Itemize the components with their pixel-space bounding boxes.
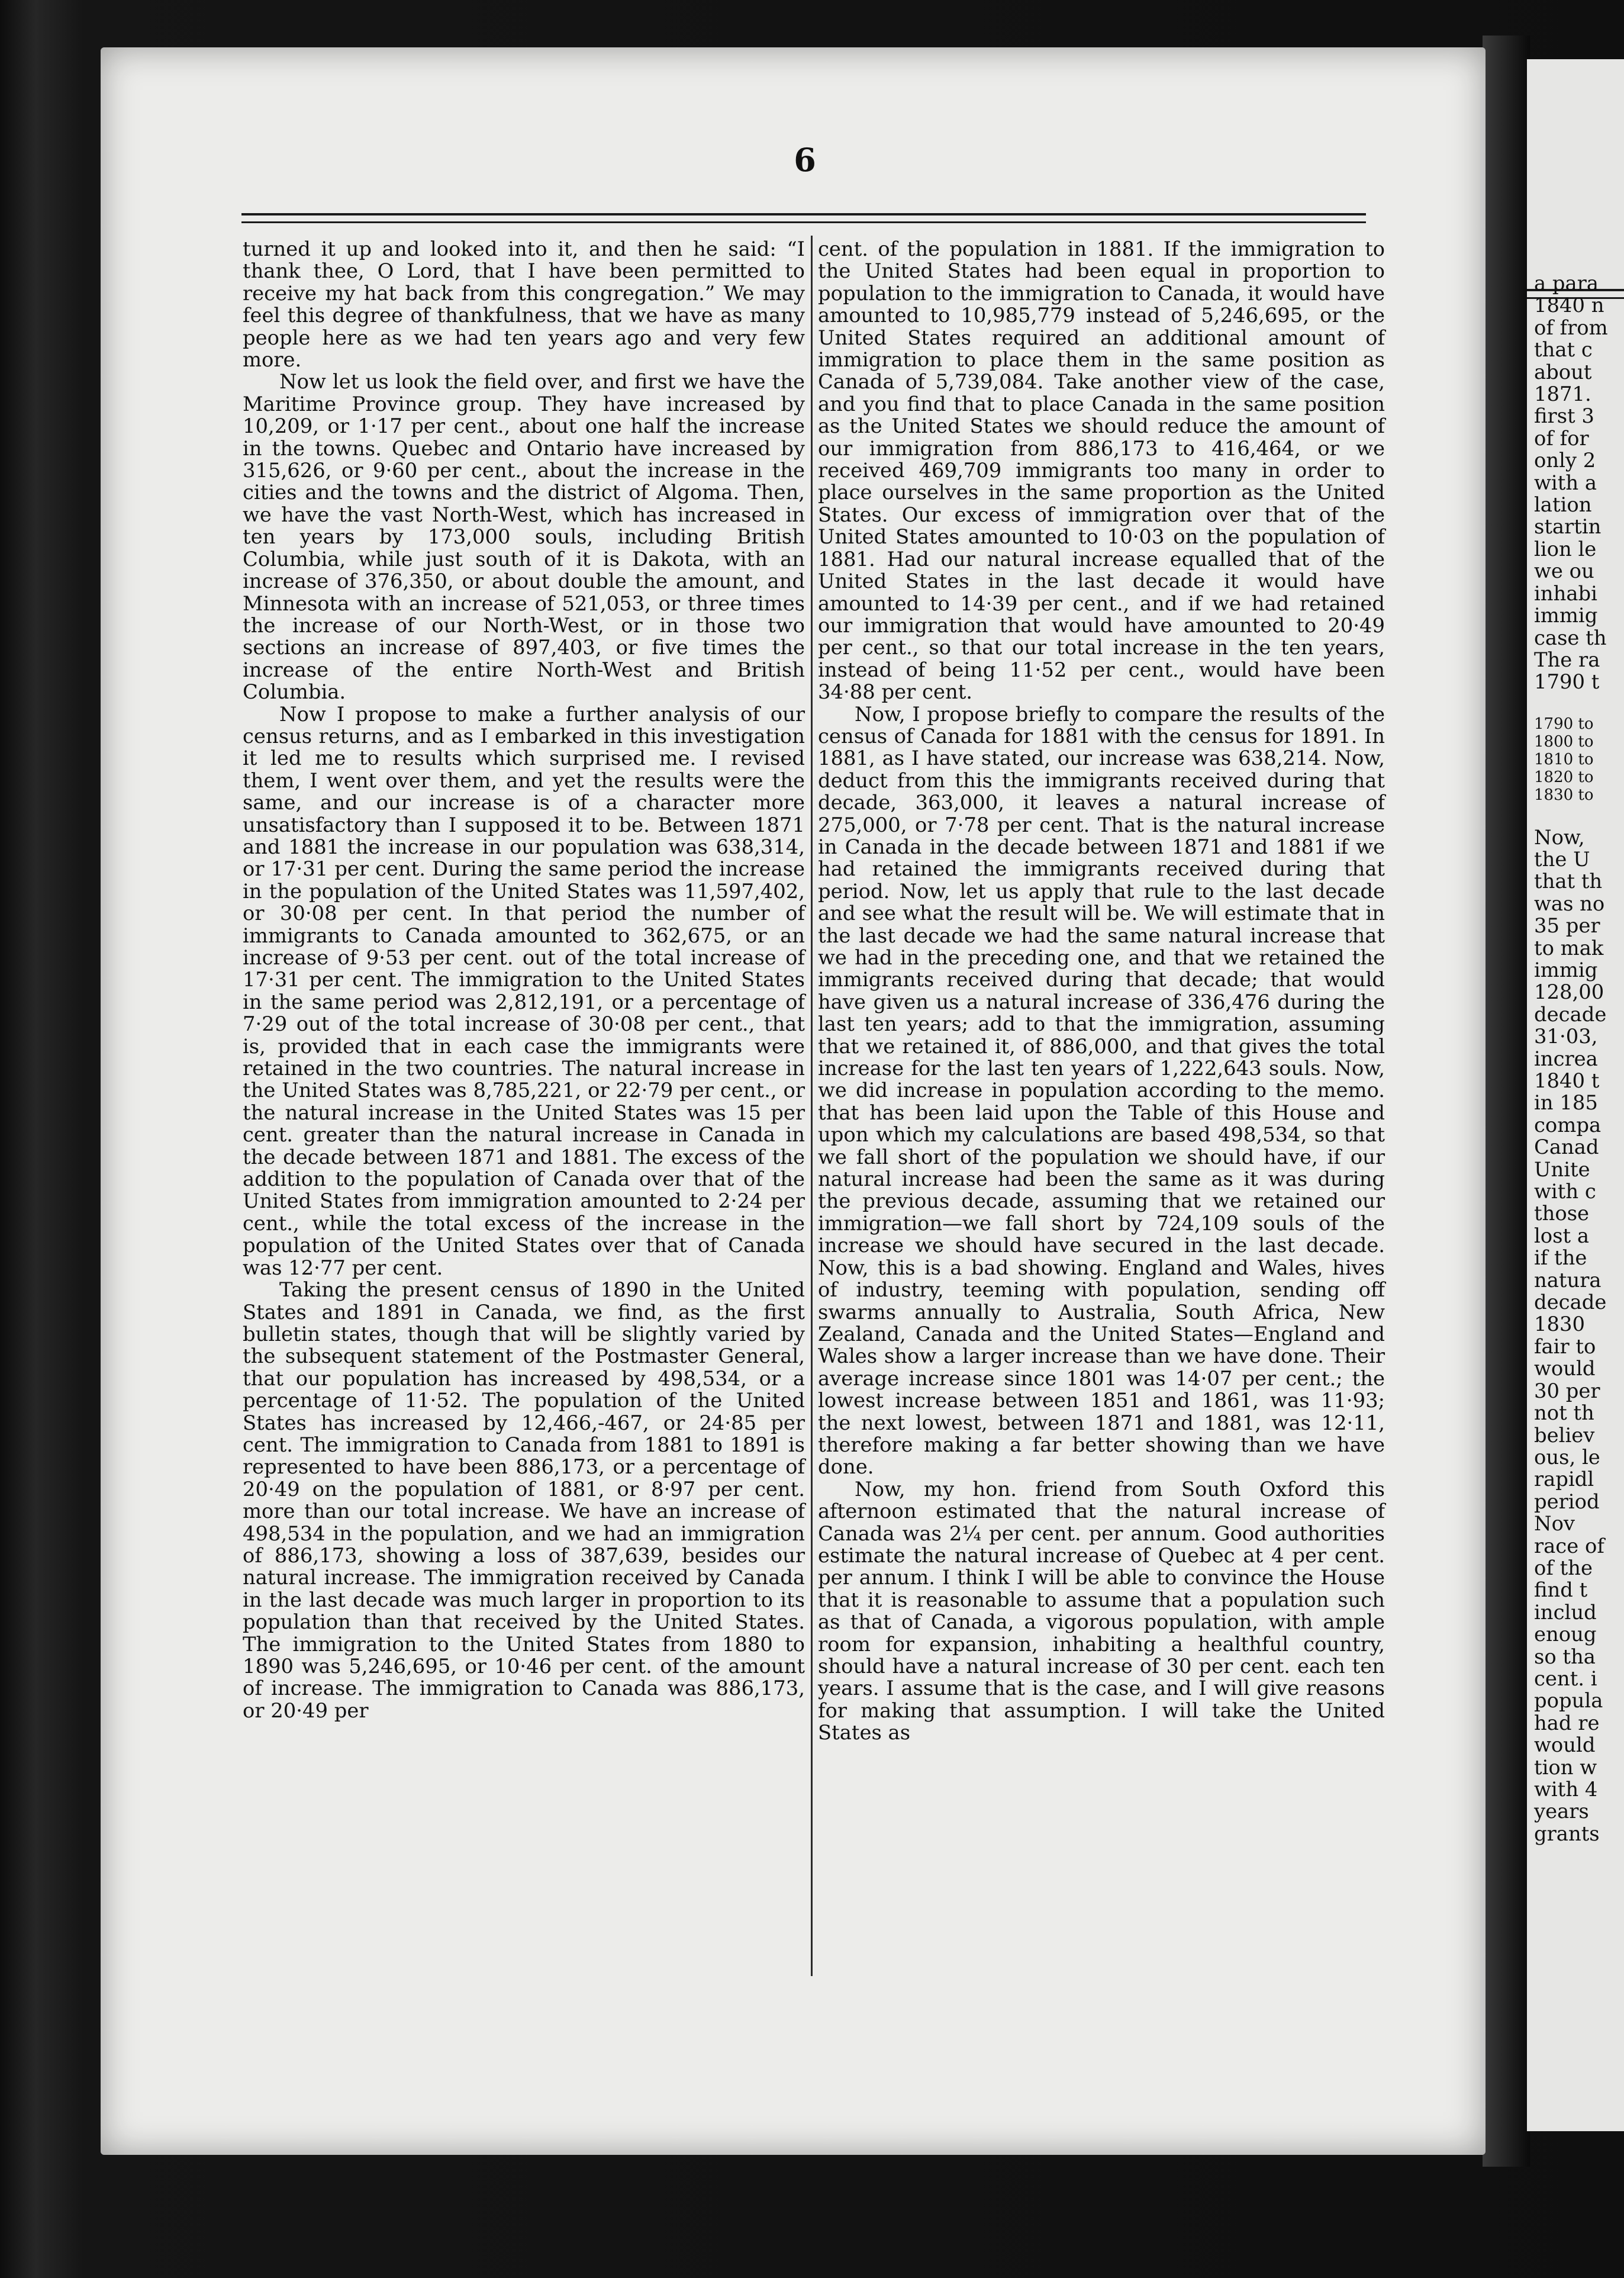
adjacent-page-line <box>1534 804 1608 826</box>
adjacent-page-line: startin <box>1534 515 1602 539</box>
adjacent-page-line: lation <box>1534 493 1592 517</box>
adjacent-page-line: so tha <box>1534 1645 1596 1668</box>
adjacent-page-line: had re <box>1534 1711 1600 1735</box>
adjacent-page-line: rapidl <box>1534 1468 1594 1491</box>
adjacent-page-line: the U <box>1534 847 1590 871</box>
adjacent-page-line: 1830 to <box>1534 786 1594 805</box>
column-divider <box>811 236 813 1976</box>
adjacent-page-line: with c <box>1534 1180 1596 1204</box>
adjacent-page-line: of the <box>1534 1556 1593 1579</box>
adjacent-page-line: 1800 to <box>1534 733 1594 751</box>
adjacent-page-line: immig <box>1534 604 1598 628</box>
adjacent-page-line: Canad <box>1534 1135 1599 1159</box>
adjacent-page-line: ous, le <box>1534 1445 1600 1469</box>
adjacent-page-line: only 2 <box>1534 449 1596 472</box>
adjacent-page-line: Unite <box>1534 1157 1590 1181</box>
adjacent-page-line: 1790 t <box>1534 670 1600 694</box>
adjacent-page-line: first 3 <box>1534 404 1594 428</box>
adjacent-page-line: with a <box>1534 471 1597 494</box>
adjacent-page-line: period <box>1534 1489 1600 1513</box>
adjacent-page-text <box>1534 272 1608 1845</box>
adjacent-page-line: increa <box>1534 1047 1598 1070</box>
adjacent-page-line: that th <box>1534 870 1603 893</box>
adjacent-page-line: popula <box>1534 1689 1603 1713</box>
left-column <box>243 238 805 1722</box>
adjacent-page-line: believ <box>1534 1423 1595 1447</box>
adjacent-page-line: 1820 to <box>1534 768 1594 787</box>
adjacent-page-line: The ra <box>1534 648 1600 671</box>
adjacent-page <box>1527 59 1624 2131</box>
adjacent-page-line: 1871. <box>1534 382 1591 406</box>
paragraph: Taking the present census of 1890 in the United States and 1891 in Canada, we find, as the first bulletin states, though that will be slightly varied by the subsequent statement of the Postmaster General, that our population has increased by 498,534, or a percentage of 11·52. The population of the United States has increased by 12,466,-467, or 24·85 per cent. The immigration to Canada from 1881 to 1891 is represented to have been 886,173, or a percentage of 20·49 on the population of 1881, or 8·97 per cent. more than our total increase. We have an increase of 498,534 in the population, and we had an immigration of 886,173, showing a loss of 387,639, besides our natural increase. The immigration received by Canada in the last decade was much larger in proportion to its population than that received by the United States. The immigration to the United States from 1880 to 1890 was 5,246,695, or 10·46 per cent. of the amount of increase. The immigration to Canada was 886,173, or 20·49 per <box>243 1278 805 1722</box>
adjacent-page-line: about <box>1534 360 1592 384</box>
adjacent-page-line: includ <box>1534 1600 1597 1624</box>
adjacent-page-line: in 185 <box>1534 1091 1598 1115</box>
adjacent-page-line: those <box>1534 1202 1590 1225</box>
adjacent-page-line: tion w <box>1534 1755 1597 1779</box>
adjacent-page-line: was no <box>1534 892 1605 915</box>
adjacent-page-line: with 4 <box>1534 1778 1598 1801</box>
paragraph: Now let us look the field over, and first we have the Maritime Province group. They have increased by 10,209, or 1·17 per cent., about one half the increase in the towns. Quebec and Ontario have increased by 315,626, or 9·60 per cent., about the increase in the cities and the towns and the district of Algoma. Then, we have the vast North-West, which has increased in ten years by 173,000 souls, including British Columbia, while just south of it is Dakota, with an increase of 376,350, or about double the amount, and Minnesota with an increase of 521,053, or three times the increase of our North-West, or in those two sections an increase of 897,403, or five times the increase of the entire North-West and British Columbia. <box>243 370 805 704</box>
middle-column <box>818 238 1385 1744</box>
adjacent-page-line: would <box>1534 1357 1596 1381</box>
adjacent-page-line: years <box>1534 1800 1589 1823</box>
paragraph: turned it up and looked into it, and then he said: “I thank thee, O Lord, that I have been permitted to receive my hat back from this congregation.” We may feel this degree of thankfulness, that we have as many people here as we had ten years ago and very few more. <box>243 237 805 372</box>
adjacent-page-line: a para <box>1534 272 1599 295</box>
header-double-rule <box>241 213 1366 223</box>
paragraph: Now I propose to make a further analysis of our census returns, and as I embarked in this investigation it led me to results which surprised me. I revised them, I went over them, and yet the results were the same, and our increase is of a character more unsatisfactory than I supposed it to be. Between 1871 and 1881 the increase in our population was 638,314, or 17·31 per cent. During the same period the increase in the population of the United States was 11,597,402, or 30·08 per cent. In that period the number of immigrants to Canada amounted to 362,675, or an increase of 9·53 per cent. out of the total increase of 17·31 per cent. The immigration to the United States in the same period was 2,812,191, or a percentage of 7·29 out of the total increase of 30·08 per cent., that is, provided that in each case the immigrants were retained in the two countries. The natural increase in the United States was 8,785,221, or 22·79 per cent., or the natural increase in the United States was 15 per cent. greater than the natural increase in Canada in the decade between 1871 and 1881. The excess of the addition to the population of Canada over that of the United States from immigration amounted to 2·24 per cent., while the total excess of the increase in the population of the United States over that of Canada was 12·77 per cent. <box>243 702 805 1279</box>
book-gutter <box>1483 36 1530 2167</box>
adjacent-page-line: case th <box>1534 626 1607 649</box>
adjacent-page-line: compa <box>1534 1113 1602 1137</box>
adjacent-page-line: Now, <box>1534 825 1585 849</box>
adjacent-page-line: enoug <box>1534 1623 1597 1646</box>
adjacent-page-line: natura <box>1534 1268 1602 1292</box>
adjacent-page-line: 1840 t <box>1534 1069 1600 1092</box>
adjacent-page-line: grants <box>1534 1822 1600 1845</box>
adjacent-page-line: 1830 <box>1534 1312 1586 1336</box>
adjacent-page-line: 1790 to <box>1534 715 1594 733</box>
adjacent-page-line: to mak <box>1534 936 1604 960</box>
adjacent-page-line: cent. i <box>1534 1666 1597 1690</box>
adjacent-page-line: if the <box>1534 1246 1587 1270</box>
adjacent-page-line: decade <box>1534 1291 1607 1314</box>
adjacent-page-line: lost a <box>1534 1224 1589 1247</box>
adjacent-page-line: 1810 to <box>1534 751 1594 769</box>
adjacent-page-line: we ou <box>1534 559 1594 583</box>
adjacent-page-line: race of <box>1534 1534 1604 1558</box>
adjacent-page-line: find t <box>1534 1578 1588 1602</box>
paragraph: Now, I propose briefly to compare the results of the census of Canada for 1881 with the census for 1891. In 1881, as I have stated, our increase was 638,214. Now, deduct from this the immigrants received during that decade, 363,000, it leaves a natural increase of 275,000, or 7·78 per cent. That is the natural increase in Canada in the decade between 1871 and 1881 if we had retained the immigrants received during that period. Now, let us apply that rule to the last decade and see what the result will be. We will estimate that in the last decade we had the same natural increase that we had in the preceding one, and that we retained the immigrants received during that decade; that would have given us a natural increase of 336,476 during the last ten years; add to that the immigration, assuming that we retained it, of 886,000, and that gives the total increase for the last ten years of 1,222,643 souls. Now, we did increase in population according to the memo. that has been laid upon the Table of this House and upon which my calculations are based 498,534, so that we fall short of the population we should have, if our natural increase had been the same as it was during the previous decade, assuming that we retained our immigration—we fall short by 724,109 souls of the increase we should have secured in the last decade. Now, this is a bad showing. England and Wales, hives of industry, teeming with population, sending off swarms annually to Australia, South Africa, New Zealand, Canada and the United States—England and Wales show a larger increase than we have done. Their average increase since 1801 was 14·07 per cent.; the lowest increase between 1851 and 1861, was 11·93; the next lowest, between 1871 and 1881, was 12·11, therefore making a far better showing than we have done. <box>818 702 1385 1479</box>
adjacent-page-line: 1840 n <box>1534 294 1604 317</box>
adjacent-page-line: would <box>1534 1733 1596 1757</box>
adjacent-page-line: Nov <box>1534 1512 1575 1536</box>
adjacent-page-line: lion le <box>1534 537 1597 561</box>
adjacent-page-line: 31·03, <box>1534 1025 1598 1048</box>
adjacent-page-line: fair to <box>1534 1334 1596 1358</box>
adjacent-page-line: immig <box>1534 958 1598 982</box>
adjacent-page-line <box>1534 693 1608 715</box>
adjacent-page-line: 35 per <box>1534 914 1600 938</box>
adjacent-page-line: that c <box>1534 338 1593 362</box>
adjacent-page-line: not th <box>1534 1401 1594 1425</box>
adjacent-page-line: of from <box>1534 316 1608 339</box>
paragraph: Now, my hon. friend from South Oxford this afternoon estimated that the natural increase of Canada was 2¼ per cent. per annum. Good authorities estimate the natural increase of Quebec at 4 per cent. per annum. I think I will be able to convince the House that it is reasonable to assume that a population such as that of Canada, a vigorous population, with ample room for expansion, inhabiting a healthful country, should have a natural increase of 30 per cent. each ten years. I assume that is the case, and I will give reasons for making that assumption. I will take the United States as <box>818 1477 1385 1745</box>
adjacent-page-line: decade <box>1534 1002 1607 1026</box>
adjacent-page-line: inhabi <box>1534 581 1597 605</box>
page-number: 6 <box>794 141 816 179</box>
adjacent-page-line: 30 per <box>1534 1379 1600 1402</box>
adjacent-page-line: 128,00 <box>1534 980 1604 1004</box>
paragraph: cent. of the population in 1881. If the immigration to the United States had been equal in proportion to population to the immigration to Canada, it would have amounted to 10,985,779 instead of 5,246,695, or the United States required an additional amount of immigration to place them in the same position as Canada of 5,739,084. Take another view of the case, and you find that to place Canada in the same position as the United States we should reduce the amount of our immigration from 886,173 to 416,464, or we received 469,709 immigrants too many in order to place ourselves in the same proportion as the United States. Our excess of immigration over that of the United States amounted to 10·03 on the population of 1881. Had our natural increase equalled that of the United States in the last decade it would have amounted to 14·39 per cent., and if we had retained our immigration that would have amounted to 20·49 per cent., so that our total increase in the ten years, instead of being 11·52 per cent., would have been 34·88 per cent. <box>818 237 1385 704</box>
adjacent-page-line: of for <box>1534 426 1589 450</box>
